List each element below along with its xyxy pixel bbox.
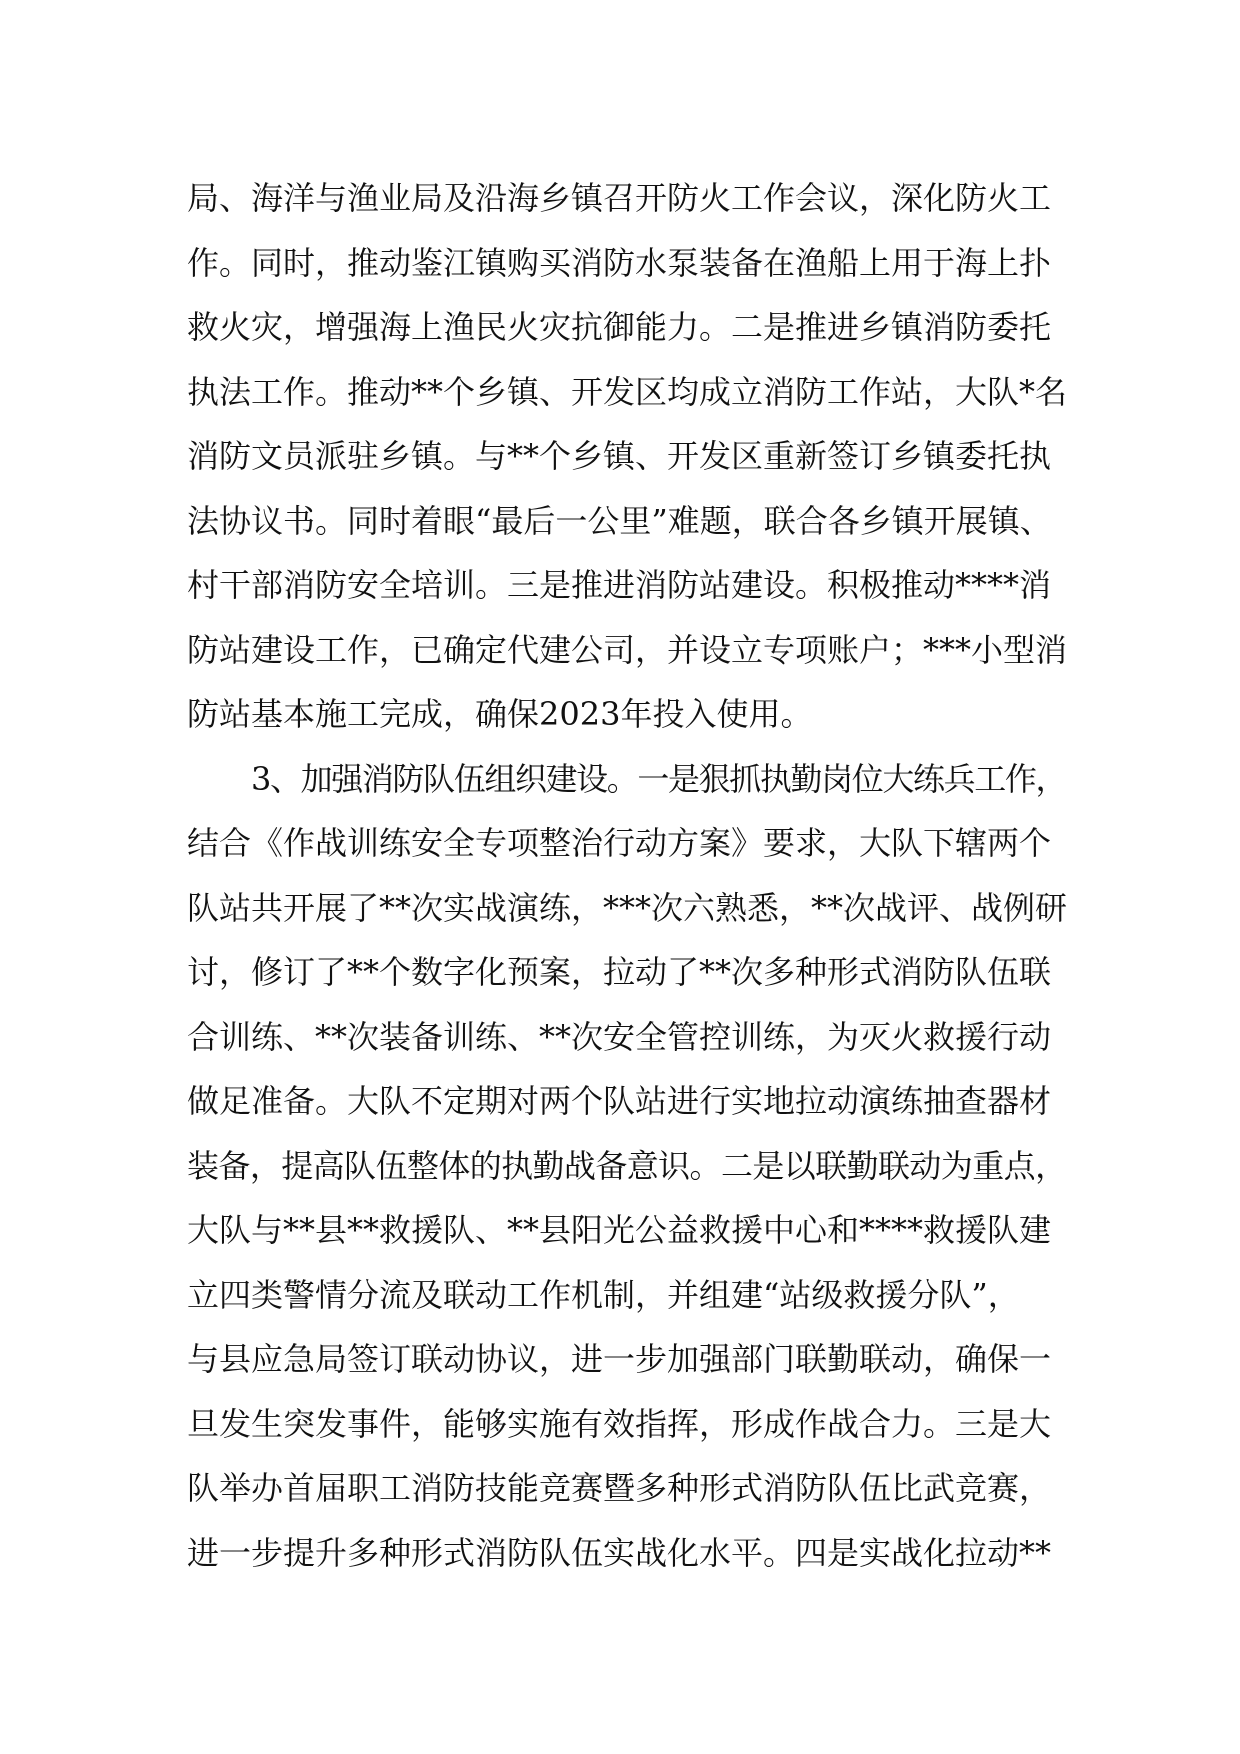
text-line: 防站基本施工完成，确保2023年投入使用。 [187, 695, 813, 733]
text-line: 队举办首届职工消防技能竞赛暨多种形式消防队伍比武竞赛， [187, 1469, 1052, 1507]
text-line: 救火灾，增强海上渔民火灾抗御能力。二是推进乡镇消防委托 [187, 308, 1052, 346]
text-line: 合训练、**次装备训练、**次安全管控训练，为灭火救援行动 [187, 1017, 1052, 1056]
text-line: 执法工作。推动**个乡镇、开发区均成立消防工作站，大队*名 [187, 372, 1067, 411]
text-line: 结合《作战训练安全专项整治行动方案》要求，大队下辖两个 [187, 824, 1052, 862]
text-line: 局、海洋与渔业局及沿海乡镇召开防火工作会议，深化防火工 [187, 179, 1052, 217]
text-line: 作。同时，推动鉴江镇购买消防水泵装备在渔船上用于海上扑 [187, 243, 1052, 282]
text-line: 旦发生突发事件，能够实施有效指挥，形成作战合力。三是大 [187, 1404, 1052, 1443]
text-line: 做足准备。大队不定期对两个队站进行实地拉动演练抽查器材 [187, 1082, 1052, 1120]
text-line: 装备，提高队伍整体的执勤战备意识。二是以联勤联动为重点， [187, 1146, 1067, 1185]
text-line: 村干部消防安全培训。三是推进消防站建设。积极推动****消 [187, 566, 1052, 604]
text-line: 防站建设工作，已确定代建公司，并设立专项账户；***小型消 [187, 630, 1067, 669]
text-line: 与县应急局签订联动协议，进一步加强部门联勤联动，确保一 [187, 1340, 1052, 1378]
text-line: 立四类警情分流及联动工作机制，并组建“站级救援分队”， [187, 1275, 1020, 1314]
text-line: 消防文员派驻乡镇。与**个乡镇、开发区重新签订乡镇委托执 [187, 437, 1052, 475]
text-line: 队站共开展了**次实战演练，***次六熟悉，**次战评、战例研 [187, 888, 1067, 927]
body-text [187, 166, 1067, 1585]
text-line: 大队与**县**救援队、**县阳光公益救援中心和****救援队建 [187, 1211, 1052, 1249]
text-line: 法协议书。同时着眼“最后一公里”难题，联合各乡镇开展镇、 [187, 501, 1052, 540]
text-line: 进一步提升多种形式消防队伍实战化水平。四是实战化拉动** [187, 1533, 1052, 1572]
text-line: 讨，修订了**个数字化预案，拉动了**次多种形式消防队伍联 [187, 953, 1052, 991]
section-heading-line: 3、加强消防队伍组织建设。一是狠抓执勤岗位大练兵工作， [251, 759, 1067, 798]
